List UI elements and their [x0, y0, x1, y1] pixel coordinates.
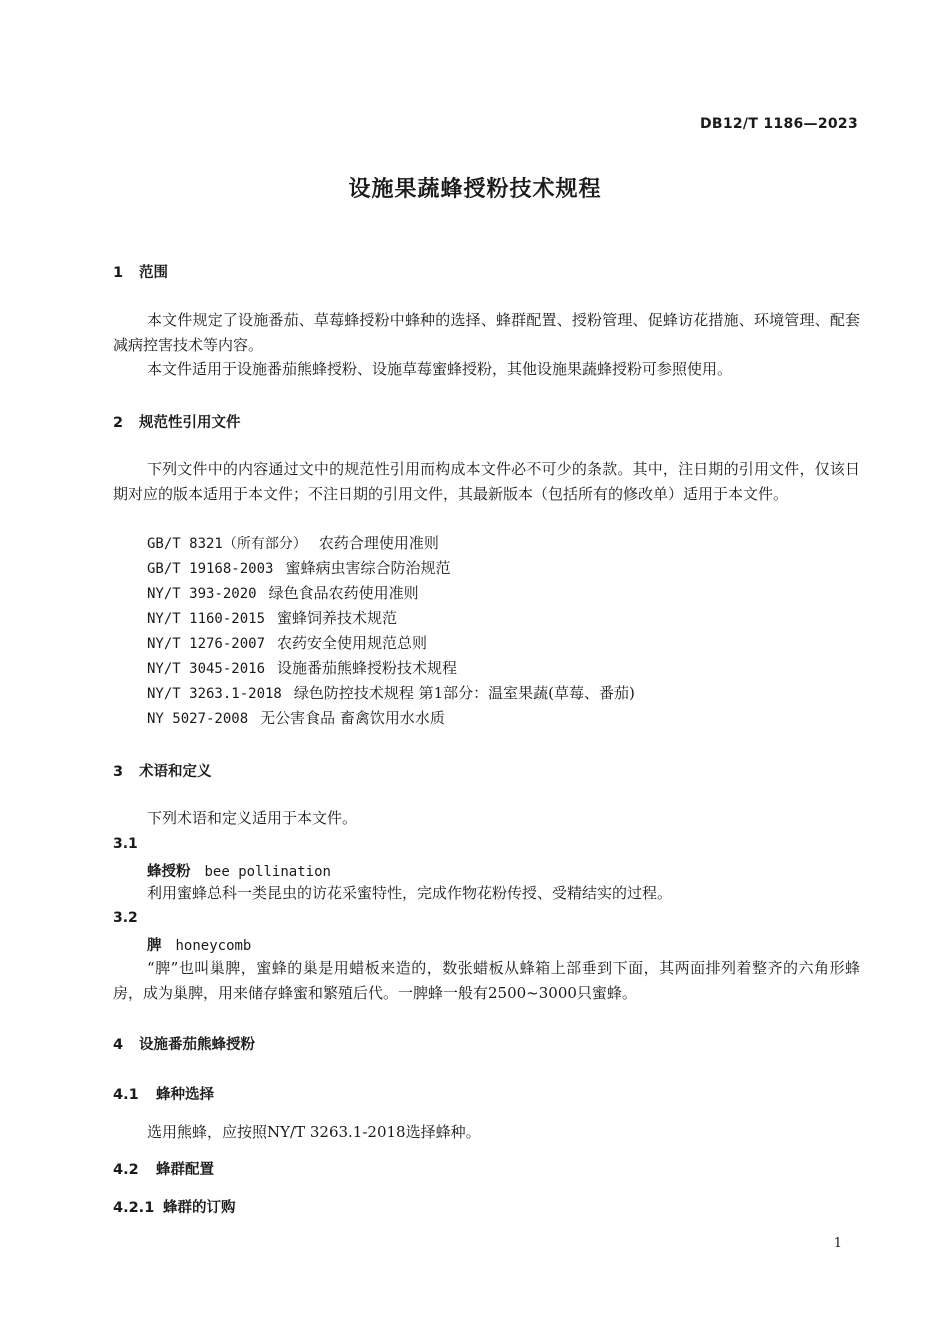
- reference-item: [147, 556, 450, 582]
- reference-code: GB/T 8321（所有部分）: [147, 536, 307, 552]
- section-title: 蜂种选择: [156, 1087, 214, 1103]
- section-4-2-1-heading: [113, 1196, 236, 1217]
- section-4-2-heading: [113, 1158, 214, 1179]
- term-heading: [147, 860, 331, 881]
- section-title: 设施番茄熊蜂授粉: [139, 1037, 255, 1053]
- reference-code: NY/T 393-2020: [147, 586, 257, 602]
- reference-item: [147, 581, 419, 607]
- reference-code: NY/T 1160-2015: [147, 611, 266, 627]
- reference-code: NY 5027-2008: [147, 711, 249, 727]
- section-number: 4: [113, 1037, 124, 1053]
- term-definition: 利用蜜蜂总科一类昆虫的访花采蜜特性，完成作物花粉传授、受精结实的过程。: [147, 884, 673, 902]
- term-number: 3.2: [113, 910, 138, 926]
- term-en: honeycomb: [175, 938, 252, 954]
- reference-item: [147, 656, 457, 682]
- section-title: 蜂群配置: [156, 1162, 214, 1178]
- term-number: 3.1: [113, 836, 138, 852]
- reference-name: 设施番茄熊蜂授粉技术规程: [277, 659, 458, 677]
- section-title: 术语和定义: [139, 764, 212, 780]
- section-number: 1: [113, 265, 124, 281]
- term-heading: [147, 934, 251, 955]
- reference-name: 蜜蜂病虫害综合防治规范: [285, 559, 451, 577]
- reference-item: [147, 706, 445, 732]
- reference-item: [147, 606, 397, 632]
- term-definition: “脾”也叫巢脾，蜜蜂的巢是用蜡板来造的，数张蜡板从蜂箱上部垂到下面，其两面排列着整齐的六角形蜂房，成为巢脾，用来储存蜂蜜和繁殖后代。一脾蜂一般有2500~3000只蜜蜂。: [113, 959, 860, 1002]
- term-zh: 蜂授粉: [147, 864, 191, 880]
- scope-paragraph-1: 本文件规定了设施番茄、草莓蜂授粉中蜂种的选择、蜂群配置、授粉管理、促蜂访花措施、环境管理、配套减病控害技术等内容。: [113, 311, 860, 354]
- section-number: 3: [113, 764, 124, 780]
- reference-code: GB/T 19168-2003: [147, 561, 274, 577]
- reference-code: NY/T 1276-2007: [147, 636, 266, 652]
- section-4-1-heading: [113, 1083, 214, 1104]
- normative-references-intro: 下列文件中的内容通过文中的规范性引用而构成本文件必不可少的条款。其中，注日期的引用文件，仅该日期对应的版本适用于本文件；不注日期的引用文件，其最新版本（包括所有的修改单）适用于本文件。: [113, 460, 860, 503]
- section-2-heading: [113, 411, 241, 432]
- term-en: bee pollination: [204, 864, 331, 880]
- document-code: DB12/T 1186—2023: [699, 116, 858, 132]
- reference-name: 绿色食品农药使用准则: [268, 584, 419, 602]
- term-zh: 脾: [147, 938, 162, 954]
- bee-species-text: 选用熊蜂，应按照NY/T 3263.1-2018选择蜂种。: [147, 1123, 481, 1141]
- section-number: 4.2.1: [113, 1200, 155, 1216]
- reference-name: 农药合理使用准则: [318, 534, 439, 552]
- reference-name: 农药安全使用规范总则: [277, 634, 428, 652]
- terms-intro: 下列术语和定义适用于本文件。: [147, 809, 358, 827]
- reference-code: NY/T 3263.1-2018: [147, 686, 282, 702]
- section-4-heading: [113, 1033, 255, 1054]
- document-title: 设施果蔬蜂授粉技术规程: [348, 177, 602, 202]
- section-3-heading: [113, 760, 212, 781]
- section-number: 4.1: [113, 1087, 139, 1103]
- reference-item: [147, 531, 439, 557]
- reference-item: [147, 631, 427, 657]
- section-title: 规范性引用文件: [139, 415, 241, 431]
- section-title: 蜂群的订购: [163, 1200, 236, 1216]
- reference-name: 无公害食品 畜禽饮用水水质: [260, 709, 445, 727]
- reference-item: [147, 681, 635, 707]
- section-number: 4.2: [113, 1162, 139, 1178]
- page-number: 1: [833, 1236, 842, 1251]
- reference-name: 蜜蜂饲养技术规范: [277, 609, 398, 627]
- reference-code: NY/T 3045-2016: [147, 661, 266, 677]
- reference-name: 绿色防控技术规程 第1部分：温室果蔬(草莓、番茄): [293, 684, 635, 702]
- section-number: 2: [113, 415, 124, 431]
- section-title: 范围: [139, 265, 168, 281]
- scope-paragraph-2: 本文件适用于设施番茄熊蜂授粉、设施草莓蜜蜂授粉，其他设施果蔬蜂授粉可参照使用。: [147, 360, 733, 378]
- section-1-heading: [113, 261, 168, 282]
